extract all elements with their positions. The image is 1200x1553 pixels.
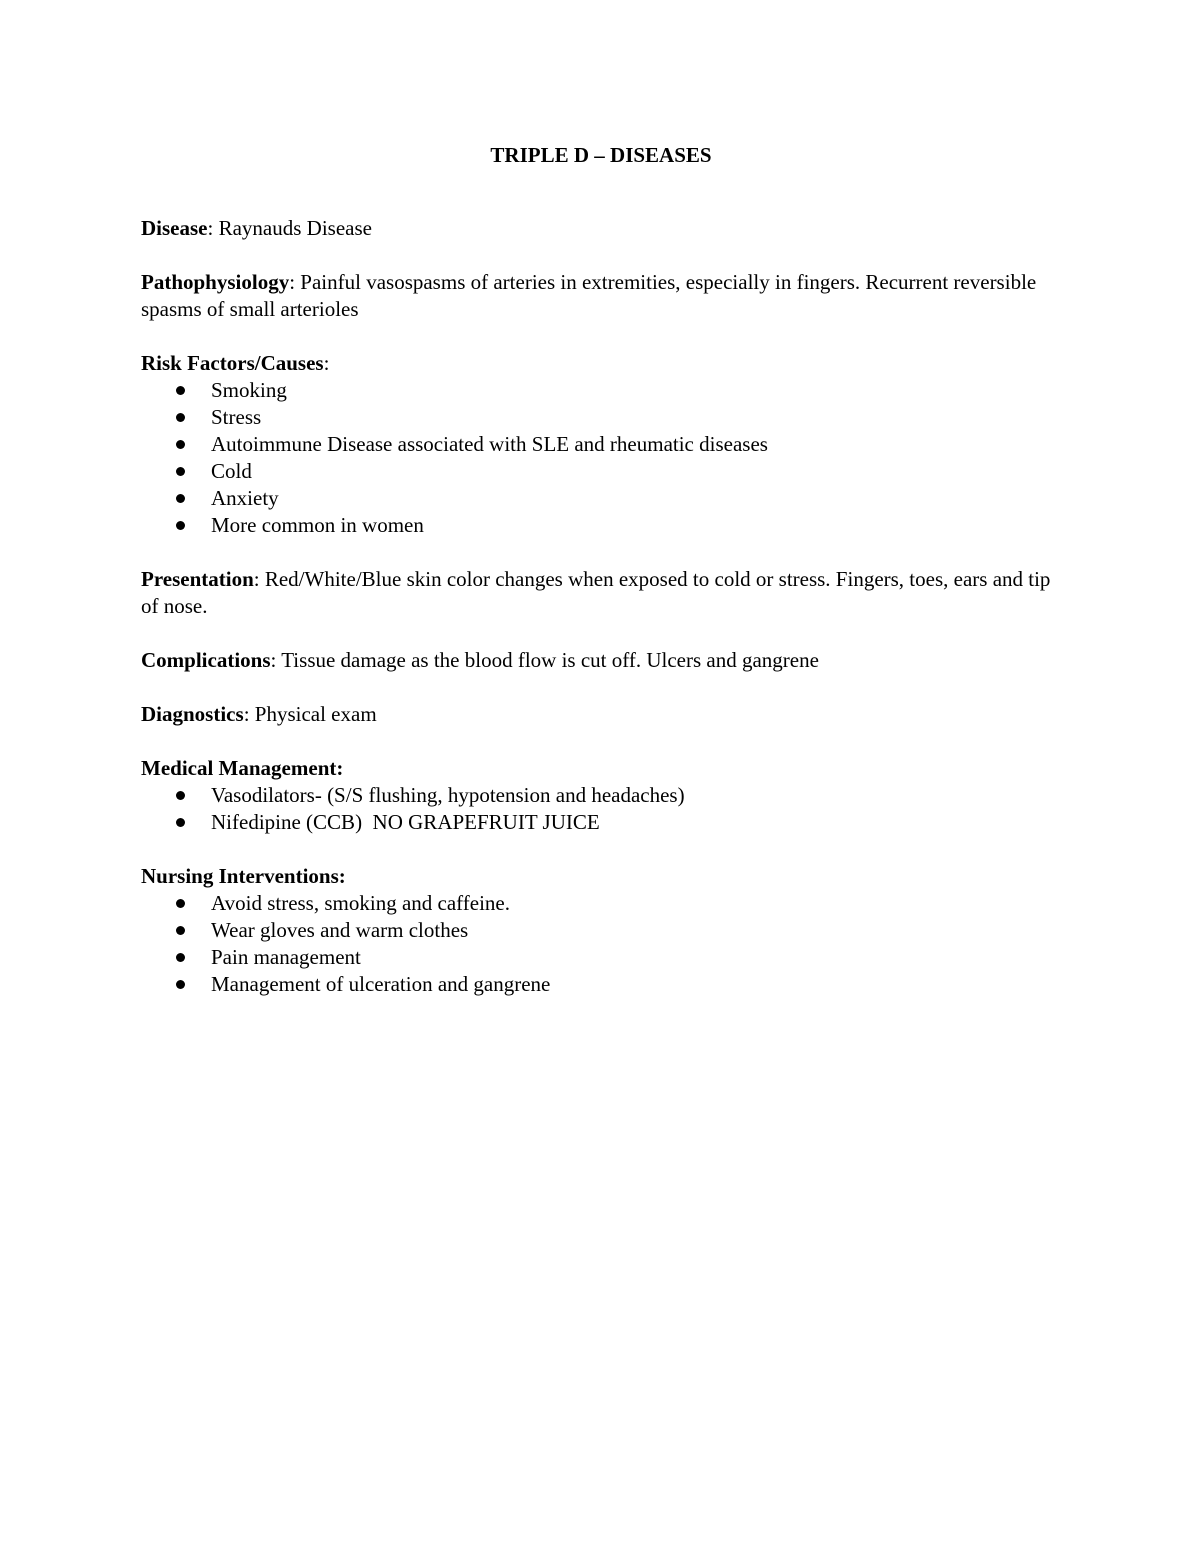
- complications-label: Complications: [141, 648, 271, 672]
- list-item: Pain management: [141, 944, 1061, 971]
- list-item: Autoimmune Disease associated with SLE and rheumatic diseases: [141, 431, 1061, 458]
- list-item: Anxiety: [141, 485, 1061, 512]
- list-item: Stress: [141, 404, 1061, 431]
- complications-section: [141, 647, 1061, 674]
- list-item: Wear gloves and warm clothes: [141, 917, 1061, 944]
- list-item: Cold: [141, 458, 1061, 485]
- diagnostics-label: Diagnostics: [141, 702, 244, 726]
- risk-factors-label: Risk Factors/Causes: [141, 351, 324, 375]
- medical-management-list: [141, 782, 1061, 836]
- pathophysiology-value: : Painful vasospasms of arteries in extremities, especially in fingers. Recurrent reversible spasms of small arterioles: [141, 270, 1037, 321]
- list-item: Vasodilators- (S/S flushing, hypotension and headaches): [141, 782, 1061, 809]
- presentation-section: [141, 566, 1061, 620]
- document-title: TRIPLE D – DISEASES: [490, 143, 712, 167]
- presentation-label: Presentation: [141, 567, 254, 591]
- list-item: Avoid stress, smoking and caffeine.: [141, 890, 1061, 917]
- disease-label: Disease: [141, 216, 208, 240]
- list-item: More common in women: [141, 512, 1061, 539]
- risk-factors-heading: [141, 350, 1061, 377]
- pathophysiology-section: [141, 269, 1061, 323]
- disease-section: [141, 215, 1061, 242]
- medical-management-heading: Medical Management:: [141, 756, 344, 780]
- risk-factors-suffix: :: [323, 351, 330, 375]
- document-page: [141, 142, 1061, 1025]
- risk-factors-list: [141, 377, 1061, 539]
- pathophysiology-label: Pathophysiology: [141, 270, 290, 294]
- diagnostics-value: : Physical exam: [243, 702, 377, 726]
- presentation-value: : Red/White/Blue skin color changes when exposed to cold or stress. Fingers, toes, ears and tip of nose.: [141, 567, 1051, 618]
- list-item: Smoking: [141, 377, 1061, 404]
- list-item: Nifedipine (CCB) NO GRAPEFRUIT JUICE: [141, 809, 1061, 836]
- diagnostics-section: [141, 701, 1061, 728]
- disease-value: : Raynauds Disease: [207, 216, 372, 240]
- complications-value: : Tissue damage as the blood flow is cut off. Ulcers and gangrene: [270, 648, 819, 672]
- nursing-interventions-list: [141, 890, 1061, 998]
- list-item: Management of ulceration and gangrene: [141, 971, 1061, 998]
- nursing-interventions-heading: Nursing Interventions:: [141, 864, 346, 888]
